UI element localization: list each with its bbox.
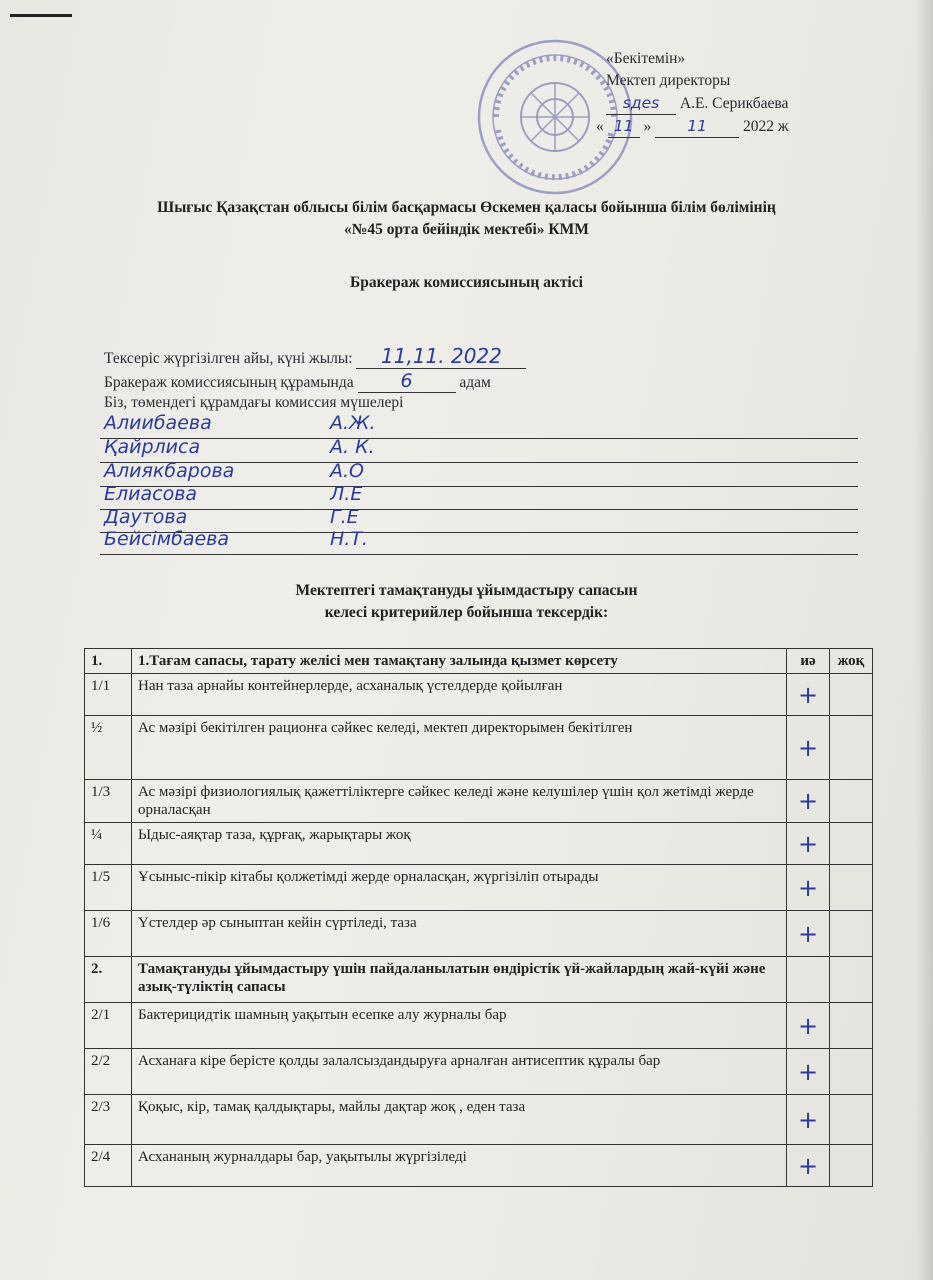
member-initials: Л.Е [330, 483, 363, 505]
member-name: Даутова [104, 506, 188, 528]
composition-label: Бракераж комиссиясының құрамында [104, 374, 354, 391]
corner-mark [10, 14, 72, 17]
yes-mark: + [787, 1003, 830, 1049]
member-name: Бейсімбаева [104, 528, 230, 550]
org-line-2: «№45 орта бейіндік мектебі» КММ [344, 221, 589, 238]
row-text: 1.Тағам сапасы, тарату желісі мен тамақтану залында қызмет көрсету [132, 649, 787, 674]
director-name: А.Е. Серикбаева [679, 95, 789, 112]
row-number: 2/3 [85, 1095, 132, 1145]
page-shadow [915, 0, 933, 1280]
org-line-1: Шығыс Қазақстан облысы білім басқармасы Өскемен қаласы бойынша білім бөлімінің [157, 199, 776, 216]
member-name: Қайрлиса [104, 436, 201, 458]
row-number: 2. [85, 957, 132, 1003]
row-text: Үстелдер әр сыныптан кейін сүртіледі, таза [132, 911, 787, 957]
col-no-header: жоқ [830, 649, 873, 674]
approval-title: «Бекітемін» [606, 50, 686, 67]
date-quote-close: » [643, 118, 652, 135]
row-number: 1/1 [85, 674, 132, 716]
row-number: ¼ [85, 823, 132, 865]
date-quote-open: « [596, 118, 604, 135]
table-row [85, 865, 873, 911]
inspection-date-label: Тексеріс жүргізілген айы, күні жылы: [104, 350, 353, 367]
criteria-heading-1: Мектептегі тамақтануды ұйымдастыру сапасын [295, 582, 638, 599]
no-mark [830, 1049, 873, 1095]
yes-mark: + [787, 674, 830, 716]
member-row [100, 414, 858, 439]
composition-value: 6 [358, 370, 456, 393]
member-initials: Н.Т. [330, 528, 368, 550]
table-row [85, 823, 873, 865]
no-mark [830, 957, 873, 1003]
row-text: Ұсыныс-пікір кітабы қолжетімді жерде орналасқан, жүргізіліп отырады [132, 865, 787, 911]
table-row [85, 1095, 873, 1145]
no-mark [830, 780, 873, 823]
table-row [85, 1003, 873, 1049]
member-initials: А.О [330, 460, 364, 482]
row-text: Тамақтануды ұйымдастыру үшін пайдаланылатын өндірістік үй-жайлардың жай-күйі және азық-түліктің сапасы [132, 957, 787, 1003]
members-label: Біз, төмендегі құрамдағы комиссия мүшелері [104, 394, 404, 411]
no-mark [830, 1095, 873, 1145]
yes-mark: + [787, 1049, 830, 1095]
inspection-date-value: 11,11. 2022 [356, 344, 526, 369]
criteria-table [84, 648, 873, 1187]
act-title: Бракераж комиссиясының актісі [350, 274, 583, 291]
no-mark [830, 1003, 873, 1049]
member-initials: А.Ж. [330, 412, 376, 434]
row-number: 1/6 [85, 911, 132, 957]
composition-row [104, 370, 491, 393]
yes-mark: + [787, 865, 830, 911]
member-initials: А. К. [330, 436, 375, 458]
no-mark [830, 1145, 873, 1187]
inspection-date-row [104, 344, 526, 369]
member-initials: Г.Е [330, 506, 359, 528]
criteria-heading-2: келесі критерийлер бойынша тексердік: [324, 604, 609, 621]
director-signature: ѕдеѕ [606, 92, 676, 115]
row-number: 1/3 [85, 780, 132, 823]
row-text: Қоқыс, кір, тамақ қалдықтары, майлы дақтар жоқ , еден таза [132, 1095, 787, 1145]
no-mark [830, 911, 873, 957]
table-row [85, 957, 873, 1003]
date-day: 11 [608, 115, 640, 138]
table-row [85, 649, 873, 674]
row-text: Бактерицидтік шамның уақытын есепке алу журналы бар [132, 1003, 787, 1049]
table-row [85, 674, 873, 716]
yes-mark: + [787, 1145, 830, 1187]
row-text: Асхананың журналдары бар, уақытылы жүргізіледі [132, 1145, 787, 1187]
yes-mark: + [787, 780, 830, 823]
yes-mark: + [787, 1095, 830, 1145]
composition-unit: адам [459, 374, 491, 391]
col-yes-header: иә [787, 649, 830, 674]
row-number: 2/1 [85, 1003, 132, 1049]
row-number: 1. [85, 649, 132, 674]
row-text: Ас мәзірі физиологиялық қажеттіліктерге сәйкес келеді және келушілер үшін қол жетімді жерде орналасқан [132, 780, 787, 823]
no-mark [830, 716, 873, 780]
table-row [85, 911, 873, 957]
yes-mark [787, 957, 830, 1003]
approval-date [596, 115, 789, 138]
date-year: 2022 ж [743, 118, 789, 135]
yes-mark: + [787, 823, 830, 865]
member-name: Елиасова [104, 483, 198, 505]
row-text: Ыдыс-аяқтар таза, құрғақ, жарықтары жоқ [132, 823, 787, 865]
row-text: Ас мәзірі бекітілген рационға сәйкес келеді, мектеп директорымен бекітілген [132, 716, 787, 780]
member-name: Алиякбарова [104, 460, 235, 482]
approval-block [596, 48, 789, 138]
row-number: 1/5 [85, 865, 132, 911]
member-name: Алиибаева [104, 412, 212, 434]
table-row [85, 716, 873, 780]
date-month: 11 [655, 115, 739, 138]
table-row [85, 1049, 873, 1095]
approval-signature-line [606, 92, 789, 115]
no-mark [830, 865, 873, 911]
member-row [100, 462, 858, 487]
table-row [85, 780, 873, 823]
row-text: Нан таза арнайы контейнерлерде, асханалық үстелдерде қойылған [132, 674, 787, 716]
row-number: 2/2 [85, 1049, 132, 1095]
no-mark [830, 674, 873, 716]
row-number: 2/4 [85, 1145, 132, 1187]
row-number: ½ [85, 716, 132, 780]
table-row [85, 1145, 873, 1187]
yes-mark: + [787, 716, 830, 780]
member-row [100, 485, 858, 510]
no-mark [830, 823, 873, 865]
approval-position: Мектеп директоры [606, 72, 731, 89]
member-row [100, 530, 858, 555]
row-text: Асханаға кіре берісте қолды залалсыздандыруға арналған антисептик құралы бар [132, 1049, 787, 1095]
yes-mark: + [787, 911, 830, 957]
